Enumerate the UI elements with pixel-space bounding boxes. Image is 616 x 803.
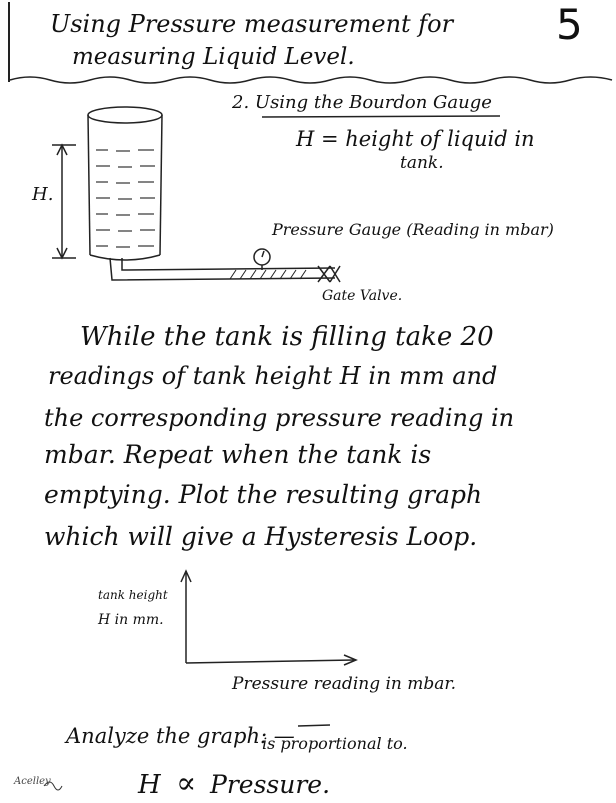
page-title-line1: Using Pressure measurement for	[50, 10, 454, 38]
gauge-label: Pressure Gauge (Reading in mbar)	[272, 220, 554, 239]
body-line6: which will give a Hysteresis Loop.	[44, 522, 478, 551]
proportional-symbol: ∝	[176, 766, 197, 801]
height-dimension-arrow	[52, 145, 76, 258]
section-heading: 2. Using the Bourdon Gauge	[232, 92, 492, 113]
height-label: H.	[32, 184, 54, 205]
definition-line1: H = height of liquid in	[296, 127, 535, 151]
graph-axes	[181, 571, 356, 665]
graph-y-label-line1: tank height	[98, 588, 168, 602]
signature: Acelley	[14, 776, 51, 787]
header-wavy-divider	[10, 77, 612, 83]
outlet-pipe	[110, 258, 335, 280]
graph-y-label-line2: H in mm.	[98, 612, 164, 628]
body-line1: While the tank is filling take 20	[80, 322, 494, 352]
analysis-dash	[298, 725, 330, 726]
relation-pressure: Pressure.	[210, 770, 331, 799]
graph-x-label: Pressure reading in mbar.	[232, 674, 457, 694]
heading-underline	[262, 116, 500, 117]
body-line2: readings of tank height H in mm and	[48, 362, 498, 390]
analysis-note: is proportional to.	[262, 734, 408, 753]
body-line5: emptying. Plot the resulting graph	[44, 480, 483, 509]
page-number: 5	[556, 0, 583, 49]
body-line4: mbar. Repeat when the tank is	[44, 440, 432, 469]
valve-label: Gate Valve.	[322, 288, 403, 304]
tank-diagram	[88, 107, 162, 260]
analysis-line1: Analyze the graph: —	[66, 724, 295, 748]
definition-line2: tank.	[400, 153, 444, 173]
page-title-line2: measuring Liquid Level.	[72, 44, 355, 70]
relation-h: H	[138, 770, 161, 800]
body-line3: the corresponding pressure reading in	[44, 404, 515, 432]
pressure-gauge-symbol	[254, 249, 270, 270]
